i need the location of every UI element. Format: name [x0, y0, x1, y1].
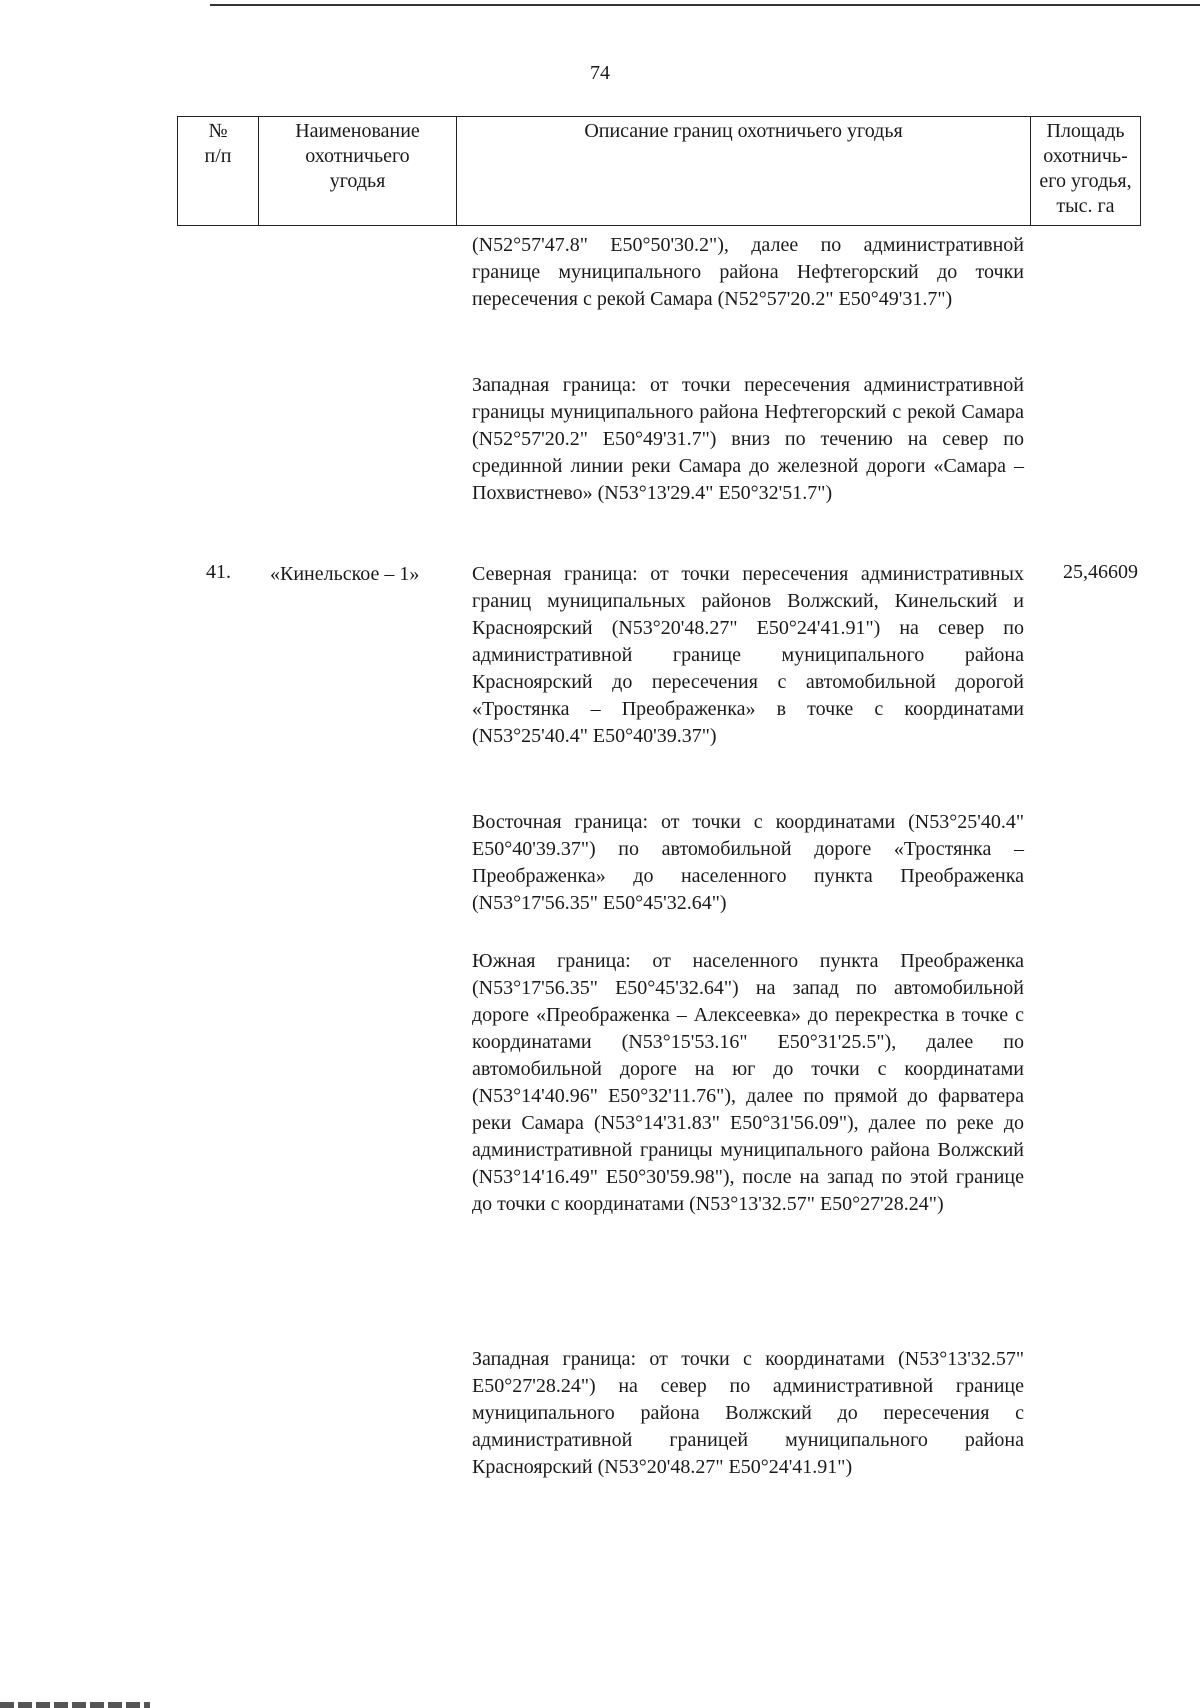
- header-col-name: [259, 117, 457, 226]
- entry-area: 25,46609: [1063, 561, 1138, 583]
- entry-number: 41.: [206, 561, 231, 583]
- paragraph-text: (N52°57'47.8" E50°50'30.2"), далее по административной границе муниципального района Нефтегорский до точки пересечения с рекой Самара (N52°57'20.2" E50°49'31.7"): [472, 234, 1024, 310]
- entry-east-boundary: [472, 809, 1024, 917]
- header-col-area-line: охотничь-: [1043, 145, 1128, 167]
- paragraph-text: Восточная граница: от точки с координатами (N53°25'40.4" E50°40'39.37") по автомобильной дороге «Тростянка – Преображенка» до населенного пункта Преображенка (N53°17'56.35" E50°45'32.64"): [472, 811, 1024, 914]
- entry-south-boundary: [472, 948, 1024, 1218]
- header-col-number-line: п/п: [204, 145, 232, 167]
- header-col-description-line: Описание границ охотничьего угодья: [584, 120, 903, 142]
- continuation-paragraph-1: [472, 232, 1024, 313]
- paragraph-text: Западная граница: от точки с координатами (N53°13'32.57" E50°27'28.24") на север по административной границе муниципального района Волжский до пересечения с административной границей муниципального района Красноярский (N53°20'48.27" E50°24'41.91"): [472, 1348, 1024, 1478]
- header-col-description: [457, 117, 1031, 226]
- paragraph-text: Южная граница: от населенного пункта Преображенка (N53°17'56.35" E50°45'32.64") на запад по автомобильной дороге «Преображенка – Алексеевка» до перекрестка в точке с координатами (N53°15'53.16" E50°31'25.5"), далее по автомобильной дороге на юг до точки с координатами (N53°14'40.96" E50°32'11.76"), далее по прямой до фарватера реки Самара (N53°14'31.83" E50°31'56.09"), далее по реке до административной границы муниципального района Волжский (N53°14'16.49" E50°30'59.98"), после на запад по этой границе до точки с координатами (N53°13'32.57" E50°27'28.24"): [472, 950, 1024, 1215]
- header-col-name-line: охотничьего: [305, 145, 410, 167]
- page-number: 74: [590, 62, 610, 84]
- entry-north-boundary: [472, 561, 1024, 750]
- header-col-name-line: угодья: [329, 170, 386, 192]
- scan-edge-mark: [0, 1702, 150, 1708]
- paragraph-text: Западная граница: от точки пересечения административной границы муниципального района Нефтегорский с рекой Самара (N52°57'20.2" E50°49'31.7") вниз по течению на север по срединной линии реки Самара до железной дороги «Самара – Похвистнево» (N53°13'29.4" E50°32'51.7"): [472, 374, 1024, 504]
- header-col-area-line: его угодья,: [1039, 170, 1132, 192]
- entry-name: «Кинельское – 1»: [270, 563, 420, 585]
- continuation-paragraph-2: [472, 372, 1024, 507]
- table-header: [177, 116, 1141, 226]
- header-col-number: [178, 117, 259, 226]
- top-rule: [210, 4, 1200, 6]
- header-col-name-line: Наименование: [295, 120, 420, 142]
- header-col-area-line: Площадь: [1046, 120, 1125, 142]
- header-col-area-line: тыс. га: [1056, 195, 1115, 217]
- paragraph-text: Северная граница: от точки пересечения административных границ муниципальных районов Волжский, Кинельский и Красноярский (N53°20'48.27" E50°24'41.91") на север по административной границе муниципального района Красноярский до пересечения с автомобильной дорогой «Тростянка – Преображенка» в точке с координатами (N53°25'40.4" E50°40'39.37"): [472, 563, 1024, 747]
- entry-west-boundary: [472, 1346, 1024, 1481]
- header-col-area: [1031, 117, 1141, 226]
- header-col-number-line: №: [208, 120, 228, 142]
